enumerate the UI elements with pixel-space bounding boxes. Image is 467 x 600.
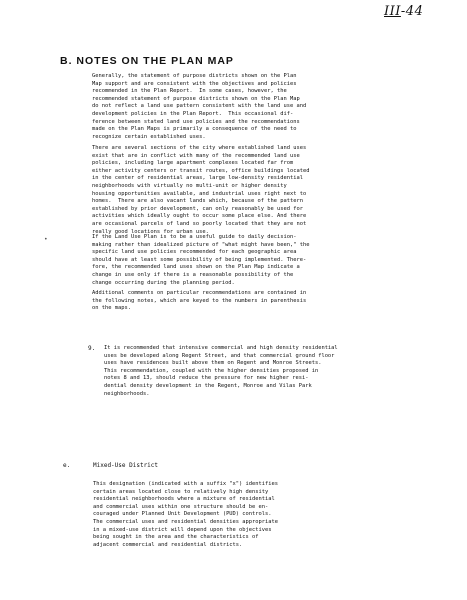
- page-number-roman: III: [384, 4, 401, 19]
- page-number-suffix: -44: [400, 4, 424, 19]
- paragraph-intro: Generally, the statement of purpose districts shown on the Plan Map support and are consistent with the objectives and policies recommended in the Plan Report. In some cases, however, the recommended statement of purpose districts shown on the Plan Map do not reflect a land use pattern consistent with the land use and development policies in the Plan Report. This occasional dif- ference between stated land use policies and the recommendations made on the Plan Maps is primarily a consequence of the need to recognize certain established uses.: [92, 73, 307, 140]
- note-e-heading: Mixed-Use District: [93, 462, 159, 469]
- page-number: [384, 4, 423, 19]
- note-9-text: It is recommended that intensive commercial and high density residential uses be developed along Regent Street, and that commercial ground floor uses have residences built above them on Regent and Monroe Streets. This recommendation, coupled with the higher densities proposed in notes 8 and 13, should reduce the pressure for new higher resi- dential density development in the Regent, Monroe and Vilas Park neighborhoods.: [104, 345, 338, 397]
- note-e-letter: e.: [63, 462, 71, 469]
- paragraph-conflicts: There are several sections of the city where established land uses exist that are in conflict with many of the recommended land use policies, including large apartment complexes located far from either activity centers or transit routes, office buildings located in the center of residential areas, large low-density residential neighborhoods with virtually no multi-unit or higher density housing opportunities available, and industrial uses right next to homes. There are also vacant lands which, because of the pattern established by prior development, can only reasonably be used for activities which ideally ought to occur some place else. And there are occasional parcels of land so poorly located that they are not really good locations for urban use.: [92, 145, 310, 235]
- note-e-text: This designation (indicated with a suffix "x") identifies certain areas located close to relatively high density residential neighborhoods where a mixture of residential and commercial uses within one structure should be en- couraged under Planned Unit Development (PUD) controls. The commercial uses and residential densities appropriate in a mixed-use district will depend upon the objectives being sought in the area and the characteristics of adjacent commercial and residential districts.: [93, 481, 278, 548]
- section-title: B. NOTES ON THE PLAN MAP: [60, 55, 234, 67]
- margin-mark: •: [44, 236, 48, 243]
- paragraph-usefulness: If the Land Use Plan is to be a useful guide to daily decision- making rather than idealized picture of "what might have been," the specific land use policies recommended for each geographic area should have at least some possibility of being implemented. There- fore, the recommended land uses shown on the Plan Map indicate a change in use only if there is a reasonable possibility of the change occurring during the planning period.: [92, 234, 310, 286]
- paragraph-additional: Additional comments on particular recommendations are contained in the following notes, which are keyed to the numbers in parenthesis on the maps.: [92, 290, 307, 312]
- note-9-number: 9.: [88, 345, 96, 352]
